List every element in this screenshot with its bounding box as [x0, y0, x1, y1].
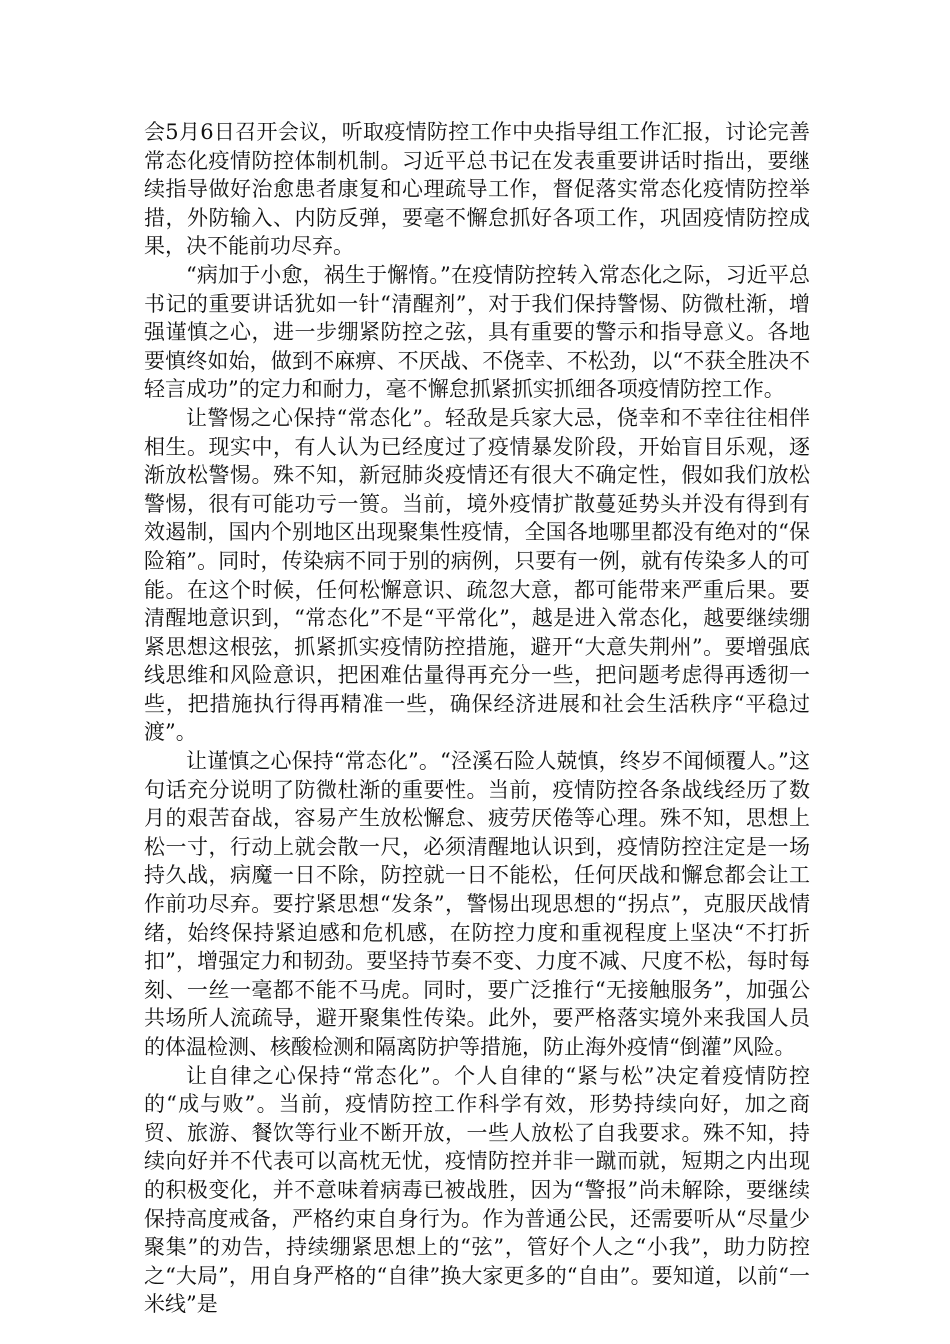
paragraph-3: 让警惕之心保持“常态化”。轻敌是兵家大忌，侥幸和不幸往往相伴相生。现实中，有人认为已经度过了疫情暴发阶段，开始盲目乐观，逐渐放松警惕。殊不知，新冠肺炎疫情还有很大不确定性，假如我们放松警惕，很有可能功亏一篑。当前，境外疫情扩散蔓延势头并没有得到有效遏制，国内个别地区出现聚集性疫情，全国各地哪里都没有绝对的“保险箱”。同时，传染病不同于别的病例，只要有一例，就有传染多人的可能。在这个时候，任何松懈意识、疏忽大意，都可能带来严重后果。要清醒地意识到，“常态化”不是“平常化”，越是进入常态化，越要继续绷紧思想这根弦，抓紧抓实疫情防控措施，避开“大意失荆州”。要增强底线思维和风险意识，把困难估量得再充分一些，把问题考虑得再透彻一些，把措施执行得再精准一些，确保经济进展和社会生活秩序“平稳过渡”。: [144, 405, 810, 745]
paragraph-4: 让谨慎之心保持“常态化”。“泾溪石险人兢慎，终岁不闻倾覆人。”这句话充分说明了防微杜渐的重要性。当前，疫情防控各条战线经历了数月的艰苦奋战，容易产生放松懈怠、疲劳厌倦等心理。殊不知，思想上松一寸，行动上就会散一尺，必须清醒地认识到，疫情防控注定是一场持久战，病魔一日不除，防控就一日不能松，任何厌战和懈怠都会让工作前功尽弃。要拧紧思想“发条”，警惕出现思想的“拐点”，克服厌战情绪，始终保持紧迫感和危机感，在防控力度和重视程度上坚决“不打折扣”，增强定力和韧劲。要坚持节奏不变、力度不减、尺度不松，每时每刻、一丝一毫都不能不马虎。同时，要广泛推行“无接触服务”，加强公共场所人流疏导，避开聚集性传染。此外，要严格落实境外来我国人员的体温检测、核酸检测和隔离防护等措施，防止海外疫情“倒灌”风险。: [144, 749, 810, 1059]
document-page: [144, 118, 810, 1319]
paragraph-1: 会5月6日召开会议，听取疫情防控工作中央指导组工作汇报，讨论完善常态化疫情防控体制机制。习近平总书记在发表重要讲话时指出，要继续指导做好治愈患者康复和心理疏导工作，督促落实常态化疫情防控举措，外防输入、内防反弹，要毫不懈怠抓好各项工作，巩固疫情防控成果，决不能前功尽弃。: [144, 120, 810, 259]
paragraph-5: 让自律之心保持“常态化”。个人自律的“紧与松”决定着疫情防控的“成与败”。当前，疫情防控工作科学有效，形势持续向好，加之商贸、旅游、餐饮等行业不断开放，一些人放松了自我要求。殊不知，持续向好并不代表可以高枕无忧，疫情防控并非一蹴而就，短期之内出现的积极变化，并不意味着病毒已被战胜，因为“警报”尚未解除，要继续保持高度戒备，严格约束自身行为。作为普通公民，还需要听从“尽量少聚集”的劝告，持续绷紧思想上的“弦”，管好个人之“小我”，助力防控之“大局”，用自身严格的“自律”换大家更多的“自由”。要知道，以前“一米线”是: [144, 1063, 810, 1317]
paragraph-2: “病加于小愈，祸生于懈惰。”在疫情防控转入常态化之际，习近平总书记的重要讲话犹如一针“清醒剂”，对于我们保持警惕、防微杜渐，增强谨慎之心，进一步绷紧防控之弦，具有重要的警示和指导意义。各地要慎终如始，做到不麻痹、不厌战、不侥幸、不松劲，以“不获全胜决不轻言成功”的定力和耐力，毫不懈怠抓紧抓实抓细各项疫情防控工作。: [144, 262, 810, 402]
